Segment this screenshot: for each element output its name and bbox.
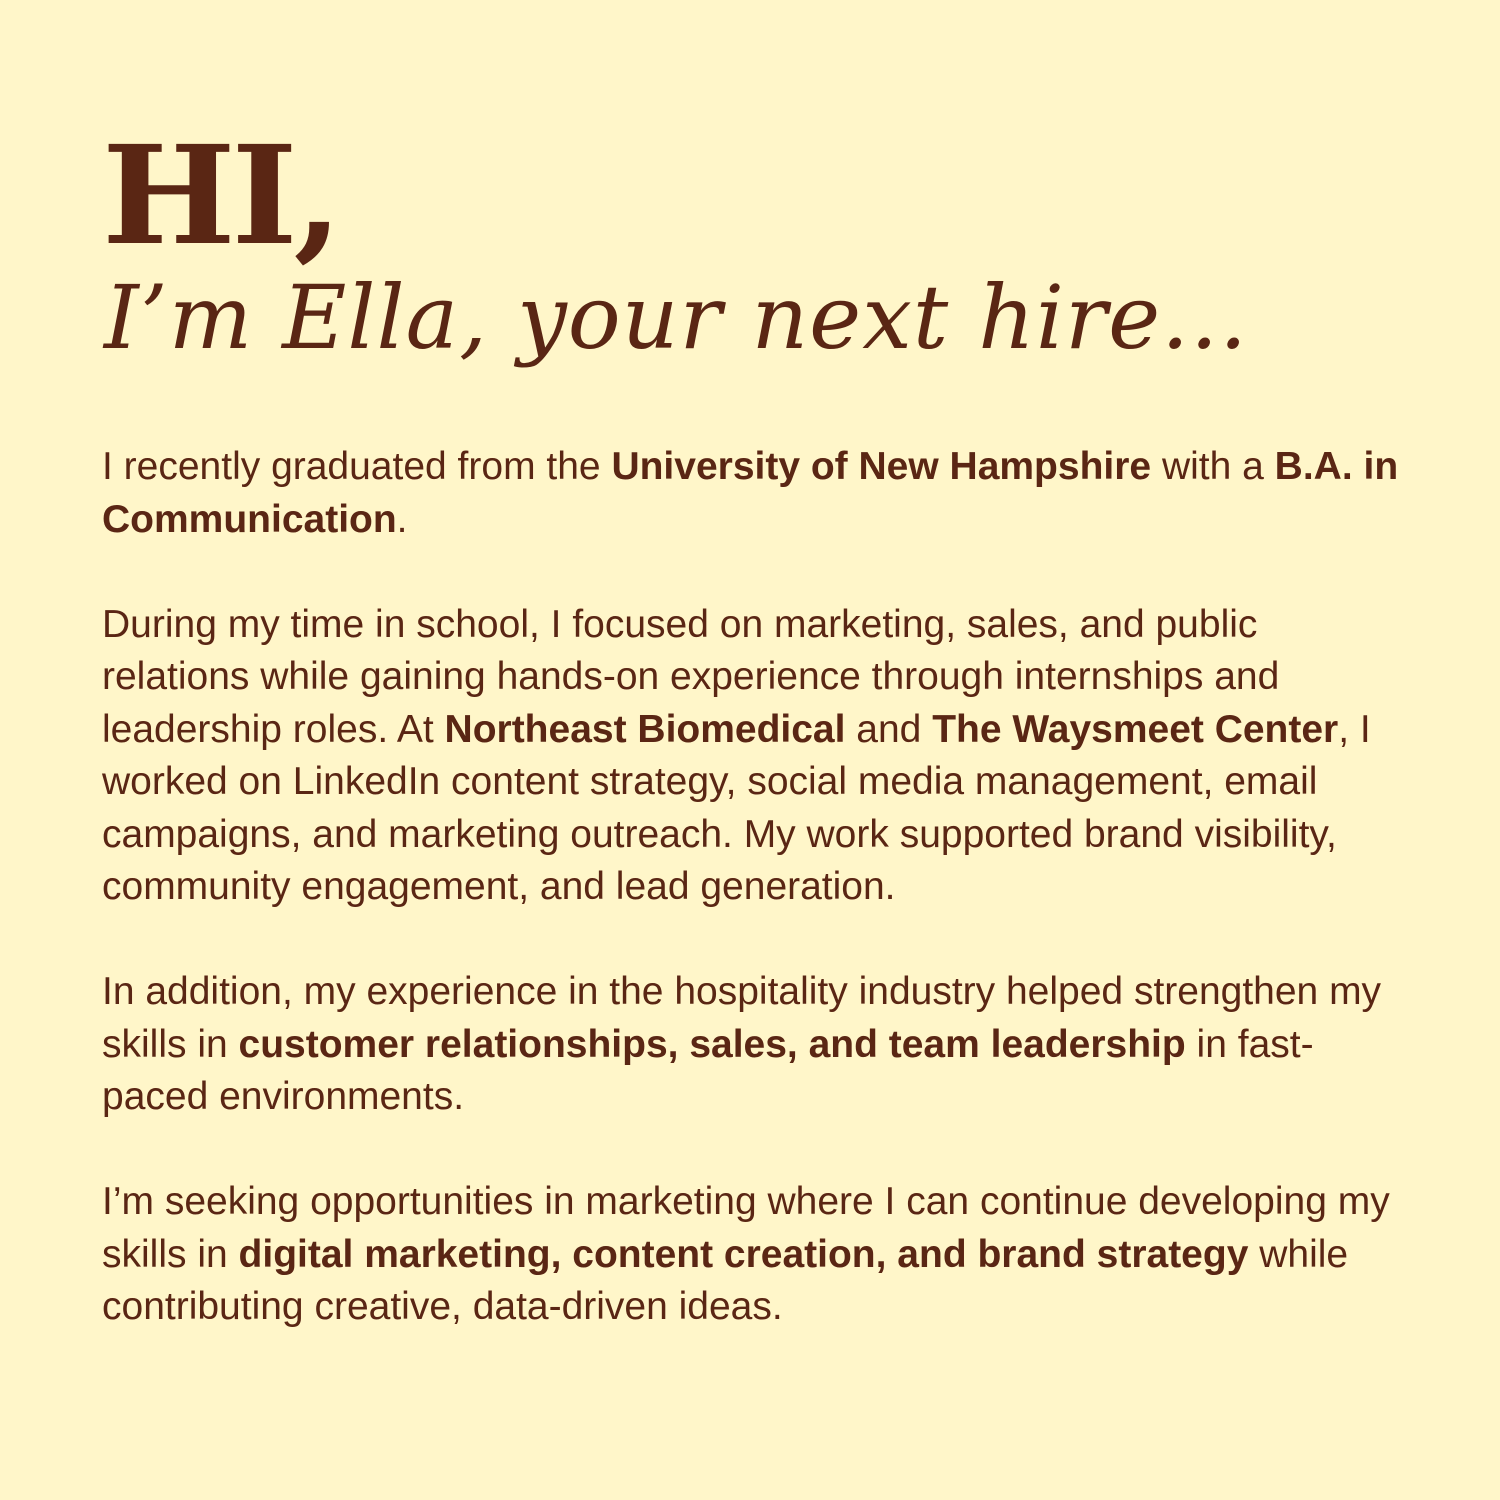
text-span: while contributing creative, data-driven ideas. [102, 1232, 1349, 1328]
text-span: During my time in school, I focused on marketing, sales, and public relations while gaining hands-on experience through internships and leadership roles. At [102, 602, 1280, 751]
text-span: I’m seeking opportunities in marketing where I can continue developing my skills in [102, 1180, 1390, 1276]
paragraph-education [102, 441, 1407, 546]
intro-body [102, 441, 1407, 1386]
text-span: . [396, 497, 408, 541]
paragraph-hospitality [102, 966, 1407, 1124]
highlight-degree: B.A. in Communication [102, 445, 1399, 541]
paragraph-experience [102, 599, 1407, 914]
highlight-employer: The Waysmeet Center [932, 707, 1339, 751]
highlight-goals: digital marketing, content creation, and brand strategy [238, 1232, 1249, 1276]
text-span: , I worked on LinkedIn content strategy, social media management, email campaigns, and marketing outreach. My work supported brand visibility, community engagement, and lead generation. [102, 707, 1371, 908]
text-span: In addition, my experience in the hospitality industry helped strengthen my skills in [102, 970, 1382, 1066]
text-span: in fast-paced environments. [102, 1022, 1314, 1118]
greeting-subtitle: I’m Ella, your next hire... [104, 266, 1249, 369]
highlight-skills: customer relationships, sales, and team leadership [238, 1022, 1186, 1066]
highlight-employer: Northeast Biomedical [444, 707, 846, 751]
greeting-title: HI, [102, 116, 339, 276]
highlight-university: University of New Hampshire [611, 445, 1152, 488]
text-span: with a [1151, 445, 1275, 488]
text-span: I recently graduated from the [102, 445, 612, 488]
text-span: and [845, 707, 933, 751]
paragraph-goals [102, 1176, 1407, 1334]
